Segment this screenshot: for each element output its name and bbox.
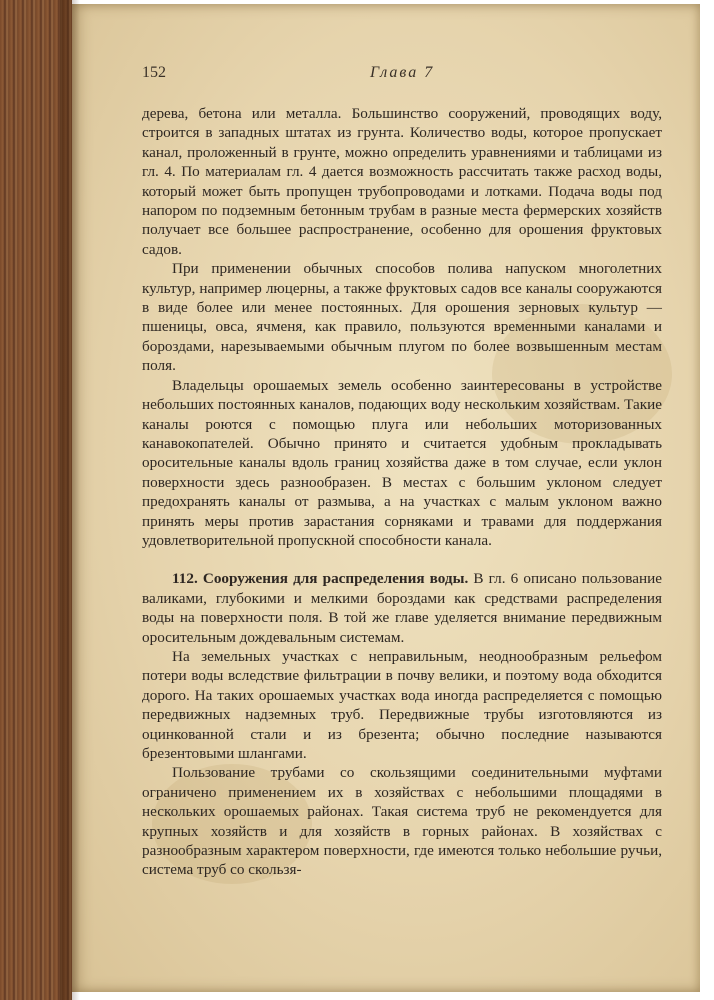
running-head: Глава 7 — [370, 64, 435, 81]
section-heading: 112. Сооружения для распределения воды. — [172, 570, 469, 588]
paragraph: Владельцы орошаемых земель особенно заинтересованы в устройстве небольших постоянных каналов, подающих воду нескольким хозяйствам. Такие каналы роются с помощью плуга или небольших моторизованных канавокопателей. Обычно принято и считается удобным прокладывать оросительные каналы вдоль границ хозяйства даже в том случае, если уклон поверхности здесь разнообразен. В местах с большим уклоном следует предохранять каналы от размыва, а на участках с малым уклоном важно принять меры против зарастания сорняками и травами для поддержания удовлетворительной пропускной способности канала. — [142, 376, 662, 549]
section-text: В гл. 6 описано пользование валиками, глубокими и мелкими бороздами как средствами распределения воды на поверхности поля. В той же главе уделяется внимание передвижным оросительным дождевальным системам. — [142, 570, 662, 646]
page-number: 152 — [142, 64, 166, 81]
page-header — [142, 64, 662, 88]
section-paragraph — [142, 569, 662, 647]
page-body — [142, 104, 662, 880]
page-gutter-shadow — [60, 0, 80, 1000]
paragraph: При применении обычных способов полива напуском многолетних культур, например люцерны, а также фруктовых садов все каналы сооружаются в виде более или менее постоянных. Для орошения зерновых культур — пшеницы, овса, ячменя, как правило, пользуются временными каналами и бороздами, нарезываемыми обычным плугом по более возвышенным местам поля. — [142, 260, 662, 375]
paragraph: дерева, бетона или металла. Большинство сооружений, проводящих воду, строится в западных штатах из грунта. Количество воды, которое пропускает канал, проложенный в грунте, можно определить уравнениями и таблицами из гл. 4. По материалам гл. 4 дается возможность рассчитать также расход воды, который может быть пропущен трубопроводами и лотками. Подача воды под напором по подземным бетонным трубам в разные места фермерских хозяйств получает все большее распространение, особенно для орошения фруктовых садов. — [142, 105, 662, 258]
paragraph: Пользование трубами со скользящими соединительными муфтами ограничено применением их в хозяйствах с небольшими площадями в нескольких орошаемых районах. Такая система труб не рекомендуется для крупных хозяйств и для хозяйств в горных районах. В хозяйствах с разнообразным характером поверхности, где имеются только небольшие ручьи, система труб со скользя- — [142, 764, 662, 879]
paragraph: На земельных участках с неправильным, неоднообразным рельефом потери воды вследствие фильтрации в почву велики, и поэтому вода обходится дорого. На таких орошаемых участках вода иногда распределяется с помощью передвижных надземных труб. Передвижные трубы изготовляются из оцинкованной стали и из брезента; обычно последние называются брезентовыми шлангами. — [142, 647, 662, 762]
